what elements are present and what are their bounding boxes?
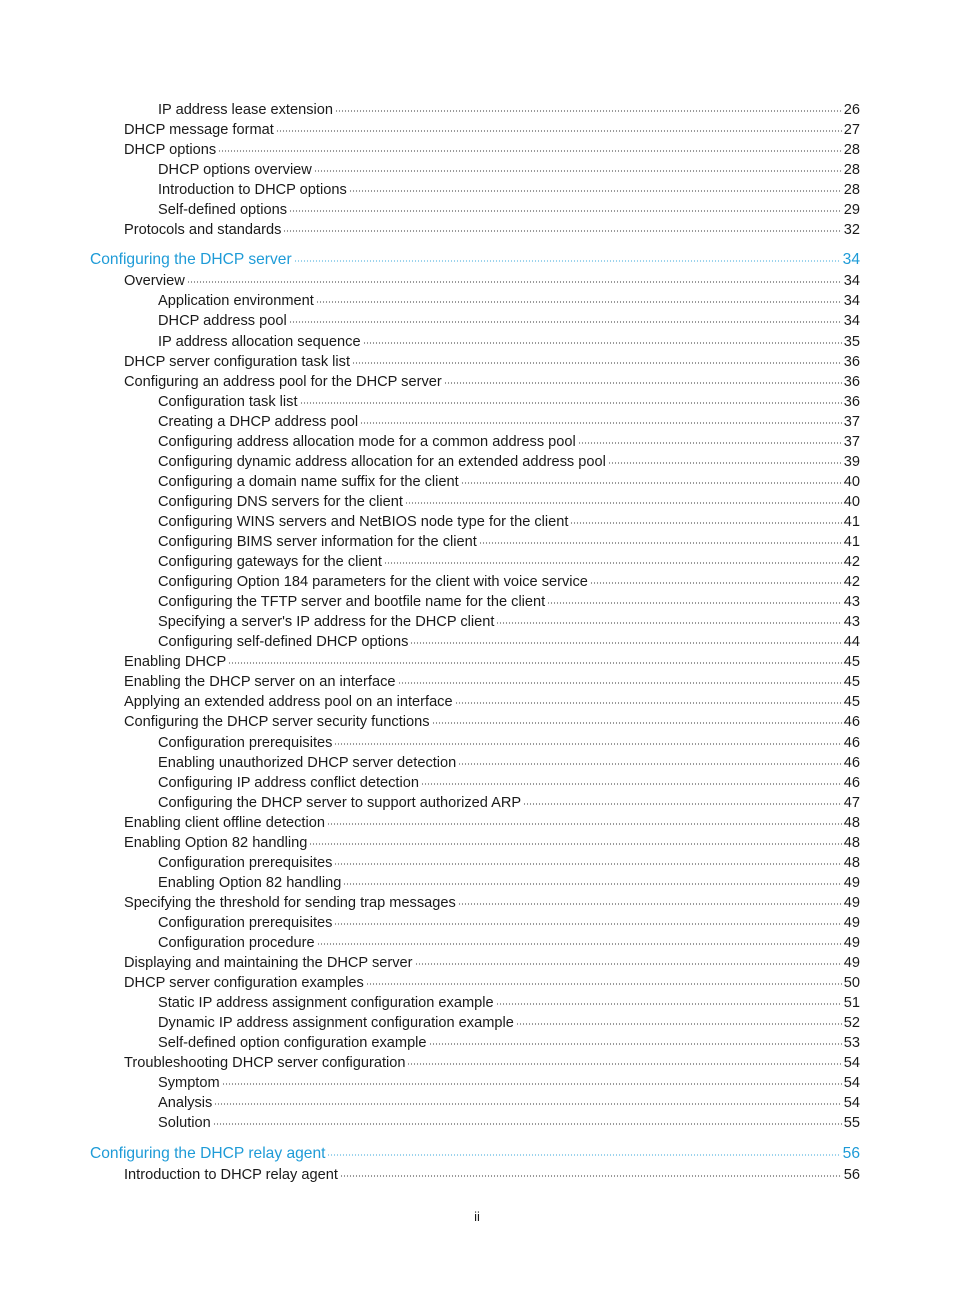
toc-dot-leader	[289, 210, 842, 212]
toc-page-number: 56	[842, 1144, 860, 1162]
toc-page-number: 37	[843, 413, 860, 430]
toc-dot-leader	[340, 1175, 842, 1177]
toc-entry-title: Dynamic IP address assignment configuration example	[158, 1015, 514, 1032]
toc-entry[interactable]	[158, 201, 860, 219]
toc-dot-leader	[317, 943, 842, 945]
toc-entry[interactable]	[158, 754, 860, 772]
toc-page-number: 55	[843, 1115, 860, 1132]
toc-page-number: 28	[843, 162, 860, 179]
toc-entry-title: Creating a DHCP address pool	[158, 413, 359, 430]
toc-entry-title: Application environment	[158, 293, 314, 310]
toc-entry[interactable]	[158, 292, 860, 310]
toc-page-number: 49	[843, 874, 860, 891]
toc-page-number: 34	[843, 273, 860, 290]
toc-entry[interactable]	[158, 1014, 860, 1032]
toc-entry-title: Analysis	[158, 1095, 213, 1112]
toc-entry[interactable]	[124, 353, 860, 371]
toc-entry-title: Specifying the threshold for sending trap messages	[124, 894, 456, 911]
toc-page-number: 46	[843, 754, 860, 771]
toc-page-number: 29	[843, 202, 860, 219]
toc-dot-leader	[334, 923, 841, 925]
toc-dot-leader	[187, 281, 842, 283]
toc-entry[interactable]	[158, 734, 860, 752]
toc-page-number: 49	[843, 894, 860, 911]
toc-dot-leader	[458, 763, 841, 765]
toc-entry[interactable]	[124, 814, 860, 832]
toc-page-number: 28	[843, 182, 860, 199]
toc-page-number: 36	[843, 393, 860, 410]
toc-entry-title: Enabling Option 82 handling	[124, 834, 308, 851]
toc-dot-leader	[222, 1083, 842, 1085]
toc-page-number: 48	[843, 814, 860, 831]
toc-page-number: 49	[843, 914, 860, 931]
toc-entry[interactable]	[158, 633, 860, 651]
toc-entry-title: Configuring Option 184 parameters for the client with voice service	[158, 574, 588, 591]
toc-page-number: 49	[843, 935, 860, 951]
toc-entry-title: Applying an extended address pool on an interface	[124, 694, 453, 711]
toc-page-number: 46	[843, 714, 860, 731]
toc-page-number: 34	[843, 293, 860, 310]
toc-entry[interactable]	[158, 553, 860, 571]
toc-page-number: 49	[843, 955, 860, 972]
toc-page-number: 54	[843, 1075, 860, 1092]
toc-entry[interactable]	[124, 894, 860, 912]
toc-entry[interactable]	[124, 1054, 860, 1072]
toc-entry[interactable]	[158, 433, 860, 451]
toc-dot-leader	[421, 783, 842, 785]
toc-entry[interactable]	[158, 573, 860, 591]
toc-page-number: 39	[843, 453, 860, 470]
toc-entry-title: Configuring a domain name suffix for the client	[158, 473, 459, 490]
toc-entry-title: Configuring gateways for the client	[158, 554, 382, 571]
toc-page-number: 48	[843, 834, 860, 851]
toc-dot-leader	[570, 522, 841, 524]
toc-entry[interactable]	[158, 1034, 860, 1052]
toc-entry-title: Introduction to DHCP relay agent	[124, 1166, 338, 1183]
toc-entry-title: Configuring the TFTP server and bootfile name for the client	[158, 594, 546, 611]
toc-entry[interactable]	[158, 333, 860, 351]
toc-entry[interactable]	[158, 874, 860, 892]
toc-dot-leader	[335, 110, 842, 112]
toc-dot-leader	[405, 502, 842, 504]
toc-dot-leader	[316, 301, 842, 303]
toc-dot-leader	[283, 230, 841, 232]
toc-page-number: 44	[843, 634, 860, 651]
toc-entry[interactable]	[158, 1094, 860, 1112]
toc-dot-leader	[327, 1154, 840, 1156]
toc-page-number: 45	[843, 694, 860, 711]
toc-entry-title: Self-defined options	[158, 202, 287, 219]
toc-entry[interactable]	[158, 161, 860, 179]
toc-entry[interactable]	[158, 181, 860, 199]
toc-entry-title: DHCP options overview	[158, 162, 312, 179]
toc-entry-title: Configuring the DHCP relay agent	[90, 1144, 326, 1162]
toc-page-number: 46	[843, 774, 860, 791]
toc-dot-leader	[214, 1103, 841, 1105]
toc-dot-leader	[314, 170, 842, 172]
toc-page-number: 54	[843, 1095, 860, 1112]
toc-entry-title: Configuring dynamic address allocation for an extended address pool	[158, 453, 606, 470]
toc-entry[interactable]	[158, 1074, 860, 1092]
toc-page-number: 42	[843, 574, 860, 591]
toc-dot-leader	[516, 1023, 842, 1025]
page-footer-number: ii	[474, 1209, 480, 1224]
toc-entry[interactable]	[158, 914, 860, 932]
toc-entry-title: Configuring address allocation mode for a common address pool	[158, 433, 576, 450]
toc-dot-leader	[496, 1003, 842, 1005]
toc-entry-title: Enabling DHCP	[124, 654, 227, 671]
toc-entry[interactable]	[158, 533, 860, 551]
toc-page-number: 51	[843, 995, 860, 1012]
toc-page-number: 28	[843, 142, 860, 159]
toc-entry[interactable]	[124, 272, 860, 290]
toc-dot-leader	[398, 682, 842, 684]
toc-entry-title: Configuring IP address conflict detection	[158, 774, 419, 791]
toc-dot-leader	[479, 542, 842, 544]
toc-page-number: 27	[843, 122, 860, 139]
toc-dot-leader	[213, 1123, 842, 1125]
toc-chapter-entry[interactable]	[90, 1145, 860, 1163]
toc-entry[interactable]	[158, 312, 860, 330]
toc-entry-title: Configuring the DHCP server	[90, 251, 292, 269]
toc-page-number: 36	[843, 353, 860, 370]
toc-dot-leader	[590, 582, 842, 584]
toc-page-number: 43	[843, 594, 860, 611]
toc-entry[interactable]	[158, 473, 860, 491]
toc-dot-leader	[228, 662, 842, 664]
toc-entry[interactable]	[124, 974, 860, 992]
toc-page-number: 46	[843, 734, 860, 751]
toc-page-number: 41	[843, 534, 860, 550]
toc-entry-title: Configuring the DHCP server security functions	[124, 714, 430, 731]
toc-dot-leader	[343, 883, 841, 885]
toc-entry-title: DHCP message format	[124, 122, 274, 139]
toc-dot-leader	[327, 823, 842, 825]
toc-entry[interactable]	[158, 453, 860, 471]
toc-page-number: 36	[843, 373, 860, 390]
toc-entry[interactable]	[158, 513, 860, 531]
toc-page-number: 26	[843, 102, 860, 118]
toc-entry-title: Enabling client offline detection	[124, 814, 325, 831]
toc-entry-title: Protocols and standards	[124, 222, 282, 239]
toc-entry[interactable]	[124, 954, 860, 972]
toc-entry-title: Enabling Option 82 handling	[158, 874, 342, 891]
toc-dot-leader	[334, 863, 841, 865]
toc-page-number: 35	[843, 333, 860, 350]
toc-entry-title: Enabling unauthorized DHCP server detection	[158, 754, 457, 771]
toc-entry-title: DHCP server configuration task list	[124, 353, 351, 370]
toc-page-number: 48	[843, 854, 860, 871]
toc-entry[interactable]	[158, 593, 860, 611]
toc-dot-leader	[366, 983, 842, 985]
toc-entry[interactable]	[158, 413, 860, 431]
toc-entry-title: Introduction to DHCP options	[158, 182, 347, 199]
toc-dot-leader	[461, 482, 842, 484]
toc-page-number: 47	[843, 794, 860, 811]
toc-page-number: 34	[842, 251, 860, 269]
toc-entry-title: DHCP address pool	[158, 313, 287, 330]
toc-dot-leader	[334, 743, 841, 745]
toc-entry-title: Overview	[124, 273, 185, 290]
toc-dot-leader	[415, 963, 842, 965]
toc-entry[interactable]	[158, 493, 860, 511]
toc-dot-leader	[349, 190, 842, 192]
toc-entry-title: Configuring the DHCP server to support authorized ARP	[158, 794, 522, 811]
toc-entry-title: IP address lease extension	[158, 102, 333, 118]
toc-entry-title: Configuration prerequisites	[158, 854, 333, 871]
toc-entry[interactable]	[158, 613, 860, 631]
toc-entry-title: Configuration procedure	[158, 935, 315, 951]
toc-dot-leader	[309, 843, 841, 845]
toc-entry-title: DHCP server configuration examples	[124, 975, 364, 992]
toc-entry[interactable]	[158, 774, 860, 792]
toc-dot-leader	[429, 1043, 842, 1045]
toc-entry-title: Troubleshooting DHCP server configuration	[124, 1055, 406, 1072]
toc-page-number: 54	[843, 1055, 860, 1072]
toc-entry-title: Configuration task list	[158, 393, 298, 410]
toc-entry-title: Configuring DNS servers for the client	[158, 493, 403, 510]
toc-entry-title: DHCP options	[124, 142, 217, 159]
toc-entry[interactable]	[124, 653, 860, 671]
toc-dot-leader	[432, 722, 842, 724]
toc-entry-title: IP address allocation sequence	[158, 333, 361, 350]
toc-entry[interactable]	[124, 693, 860, 711]
toc-entry[interactable]	[124, 121, 860, 139]
toc-entry-title: Configuring WINS servers and NetBIOS node type for the client	[158, 513, 569, 530]
toc-entry[interactable]	[158, 854, 860, 872]
toc-dot-leader	[294, 260, 841, 262]
toc-dot-leader	[407, 1063, 841, 1065]
toc-dot-leader	[352, 362, 842, 364]
toc-page-number: 37	[843, 433, 860, 450]
toc-entry-title: Configuring an address pool for the DHCP server	[124, 373, 442, 390]
toc-page-number: 56	[843, 1166, 860, 1183]
toc-entry-title: Enabling the DHCP server on an interface	[124, 674, 396, 691]
toc-dot-leader	[289, 321, 842, 323]
toc-entry-title: Configuration prerequisites	[158, 734, 333, 751]
toc-entry[interactable]	[158, 1114, 860, 1132]
toc-entry-title: Solution	[158, 1115, 211, 1132]
toc-dot-leader	[360, 422, 842, 424]
toc-entry-title: Static IP address assignment configuration example	[158, 995, 494, 1012]
toc-page-number: 40	[843, 493, 860, 510]
toc-entry[interactable]	[158, 794, 860, 812]
toc-entry-title: Configuring BIMS server information for the client	[158, 534, 477, 550]
toc-page-number: 34	[843, 313, 860, 330]
toc-dot-leader	[363, 342, 842, 344]
toc-entry[interactable]	[124, 141, 860, 159]
toc-dot-leader	[523, 803, 842, 805]
toc-page-number: 41	[843, 513, 860, 530]
toc-dot-leader	[444, 382, 842, 384]
toc-page-number: 52	[843, 1015, 860, 1032]
toc-page-number: 40	[843, 473, 860, 490]
toc-page-number: 53	[843, 1035, 860, 1052]
toc-dot-leader	[608, 462, 842, 464]
toc-entry-title: Configuring self-defined DHCP options	[158, 634, 409, 651]
toc-dot-leader	[218, 150, 842, 152]
toc-dot-leader	[496, 622, 841, 624]
toc-dot-leader	[458, 903, 842, 905]
toc-entry[interactable]	[124, 373, 860, 391]
toc-entry-title: Self-defined option configuration example	[158, 1035, 427, 1052]
toc-entry[interactable]	[124, 1166, 860, 1184]
toc-dot-leader	[410, 642, 841, 644]
toc-page-number: 43	[843, 614, 860, 631]
toc-entry[interactable]	[124, 834, 860, 852]
toc-chapter-entry[interactable]	[90, 251, 860, 269]
toc-page-number: 45	[843, 654, 860, 671]
toc-page-number: 45	[843, 674, 860, 691]
toc-entry[interactable]	[158, 994, 860, 1012]
toc-dot-leader	[578, 442, 842, 444]
toc-entry[interactable]	[124, 221, 860, 239]
toc-dot-leader	[547, 602, 842, 604]
toc-dot-leader	[384, 562, 842, 564]
toc-entry-title: Configuration prerequisites	[158, 914, 333, 931]
toc-entry-title: Displaying and maintaining the DHCP server	[124, 955, 413, 972]
toc-page-number: 32	[843, 222, 860, 239]
toc-entry[interactable]	[158, 934, 860, 952]
toc-entry[interactable]	[124, 713, 860, 731]
toc-dot-leader	[276, 130, 842, 132]
toc-dot-leader	[455, 702, 842, 704]
toc-entry[interactable]	[124, 673, 860, 691]
toc-dot-leader	[300, 402, 842, 404]
toc-page-number: 42	[843, 554, 860, 571]
toc-entry[interactable]	[158, 393, 860, 411]
toc-entry[interactable]	[158, 101, 860, 119]
toc-entry-title: Specifying a server's IP address for the DHCP client	[158, 614, 495, 631]
toc-page-number: 50	[843, 975, 860, 992]
toc-entry-title: Symptom	[158, 1075, 220, 1092]
